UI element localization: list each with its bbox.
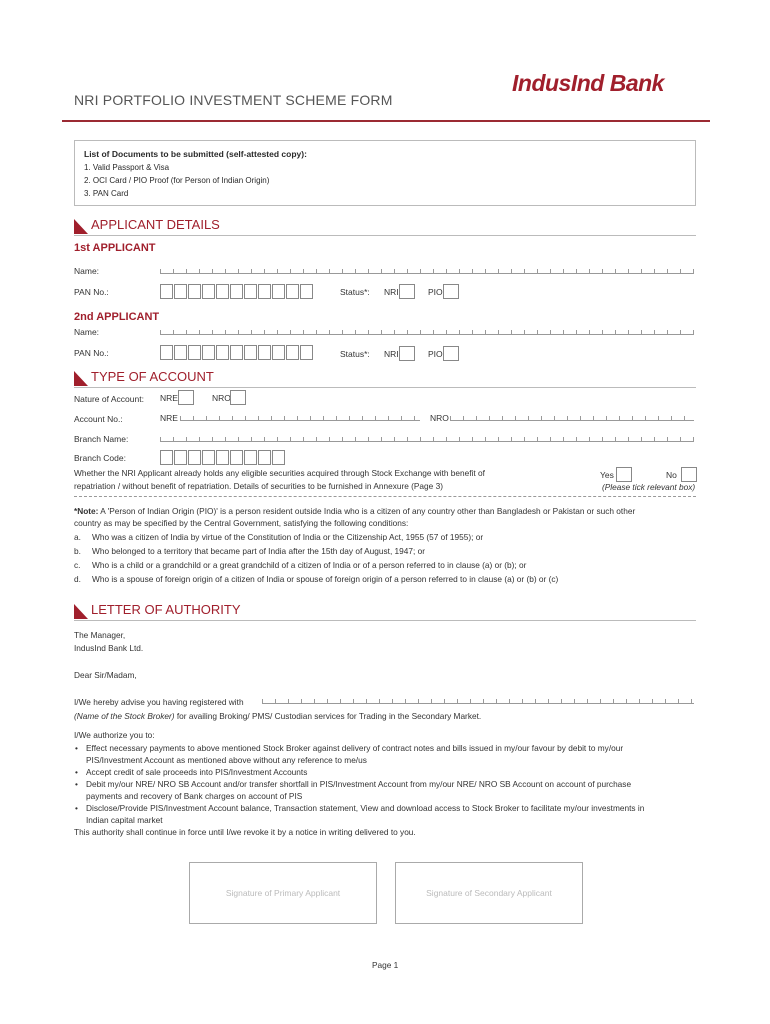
nro-label: NRO [212, 393, 231, 403]
page-number: Page 1 [372, 960, 399, 970]
securities-question-line2: repatriation / without benefit of repatriation. Details of securities to be furnished in Annexure (Page 3) [74, 481, 443, 491]
first-applicant-heading: 1st APPLICANT [74, 242, 156, 254]
name-label: Name: [74, 327, 100, 337]
bank-logo: IndusInd Bank [512, 70, 664, 96]
section-type-of-account [74, 370, 696, 388]
nri-label: NRI [384, 349, 399, 359]
nro-account-number-field[interactable] [450, 411, 694, 421]
section-letter-of-authority [74, 603, 696, 621]
bullet-icon: • [75, 743, 78, 753]
pan-label: PAN No.: [74, 348, 109, 358]
pan-label: PAN No.: [74, 287, 109, 297]
note-text-line2: country as may be specified by the Central Government, satisfying the following conditions: [74, 518, 409, 528]
recipient-line2: IndusInd Bank Ltd. [74, 643, 144, 653]
branch-code-field[interactable] [160, 450, 286, 465]
primary-signature-box[interactable] [189, 862, 377, 924]
broker-note-italic: (Name of the Stock Broker) [74, 711, 175, 721]
note-text: A 'Person of Indian Origin (PIO)' is a person resident outside India who is a citizen of any country other than Bangladesh or Pakistan or such other [98, 506, 636, 516]
documents-box [74, 140, 696, 206]
second-applicant-pan-field[interactable] [160, 345, 314, 360]
nre-label: NRE [160, 413, 178, 423]
note-item-text: Who is a child or a grandchild or a great grandchild of a citizen of India or of a person referred to in clause (a) or (b); or [92, 560, 527, 570]
no-label: No [666, 470, 677, 480]
name-label: Name: [74, 266, 100, 276]
bullet-icon: • [75, 779, 78, 789]
note-item-text: Who belonged to a territory that became part of India after the 15th day of August, 1947; or [92, 546, 426, 556]
securities-yes-checkbox[interactable] [616, 467, 632, 482]
section-title: TYPE OF ACCOUNT [91, 369, 214, 384]
branch-name-field[interactable] [160, 432, 694, 442]
authority-bullet: Accept credit of sale proceeds into PIS/Investment Accounts [86, 767, 308, 777]
note-item-text: Who is a spouse of foreign origin of a citizen of India or spouse of foreign origin of a person referred to in clause (a) or (b) or (c) [92, 574, 559, 584]
nro-label: NRO [430, 413, 449, 423]
branch-name-label: Branch Name: [74, 434, 129, 444]
first-applicant-pio-checkbox[interactable] [443, 284, 459, 299]
document-item: 2. OCI Card / PIO Proof (for Person of Indian Origin) [84, 176, 270, 185]
branch-code-label: Branch Code: [74, 453, 126, 463]
note-label: *Note: [74, 506, 99, 516]
document-item: 3. PAN Card [84, 189, 129, 198]
nri-label: NRI [384, 287, 399, 297]
pio-note [74, 505, 698, 517]
securities-no-checkbox[interactable] [681, 467, 697, 482]
section-marker-icon [74, 219, 88, 234]
authority-bullet-cont: PIS/Investment Account as mentioned above without any reference to me/us [86, 755, 367, 765]
authority-bullet: Debit my/our NRE/ NRO SB Account and/or transfer shortfall in PIS/Investment Account from my/our NRE/ NRO SB Account on account of purchase [86, 779, 632, 789]
document-item: 1. Valid Passport & Visa [84, 163, 170, 172]
first-applicant-pan-field[interactable] [160, 284, 314, 299]
primary-signature-label: Signature of Primary Applicant [225, 888, 341, 898]
second-applicant-pio-checkbox[interactable] [443, 346, 459, 361]
account-no-label: Account No.: [74, 414, 123, 424]
second-applicant-nri-checkbox[interactable] [399, 346, 415, 361]
authority-bullet: Disclose/Provide PIS/Investment Account balance, Transaction statement, View and download access to Stock Broker to facilitate my/our investments in [86, 803, 645, 813]
broker-note [74, 710, 481, 722]
broker-advise-text: I/We hereby advise you having registered with [74, 697, 244, 707]
note-item-key: b. [74, 546, 81, 556]
recipient-line1: The Manager, [74, 630, 126, 640]
header-divider [62, 120, 710, 122]
note-item-key: d. [74, 574, 81, 584]
status-label: Status*: [340, 349, 370, 359]
section-marker-icon [74, 604, 88, 619]
second-applicant-name-field[interactable] [160, 325, 694, 335]
nre-account-number-field[interactable] [180, 411, 420, 421]
secondary-signature-box[interactable] [395, 862, 583, 924]
authority-bullet-cont: Indian capital market [86, 815, 163, 825]
first-applicant-name-field[interactable] [160, 264, 694, 274]
first-applicant-nri-checkbox[interactable] [399, 284, 415, 299]
note-divider [74, 496, 696, 497]
authorize-heading: I/We authorize you to: [74, 730, 155, 740]
note-item-key: a. [74, 532, 81, 542]
secondary-signature-label: Signature of Secondary Applicant [426, 888, 552, 898]
tick-hint: (Please tick relevant box) [602, 482, 696, 492]
nature-of-account-label: Nature of Account: [74, 394, 144, 404]
nre-label: NRE [160, 393, 178, 403]
section-marker-icon [74, 371, 88, 386]
stock-broker-name-field[interactable] [262, 694, 694, 704]
securities-question-line1: Whether the NRI Applicant already holds any eligible securities acquired through Stock Exchange with benefit of [74, 468, 485, 478]
status-label: Status*: [340, 287, 370, 297]
authority-bullet-cont: payments and recovery of Bank charges on account of PIS [86, 791, 303, 801]
section-applicant-details [74, 218, 696, 236]
section-title: LETTER OF AUTHORITY [91, 602, 241, 617]
note-item-text: Who was a citizen of India by virtue of the Constitution of India or the Citizenship Act, 1955 (57 of 1955); or [92, 532, 484, 542]
nature-nro-checkbox[interactable] [230, 390, 246, 405]
form-title: NRI PORTFOLIO INVESTMENT SCHEME FORM [74, 92, 393, 108]
section-title: APPLICANT DETAILS [91, 217, 220, 232]
documents-heading: List of Documents to be submitted (self-attested copy): [84, 149, 307, 159]
bullet-icon: • [75, 767, 78, 777]
bullet-icon: • [75, 803, 78, 813]
pio-label: PIO [428, 349, 443, 359]
second-applicant-heading: 2nd APPLICANT [74, 311, 160, 323]
salutation: Dear Sir/Madam, [74, 670, 137, 680]
note-item-key: c. [74, 560, 81, 570]
broker-note-text: for availing Broking/ PMS/ Custodian services for Trading in the Secondary Market. [174, 711, 482, 721]
pio-label: PIO [428, 287, 443, 297]
closing-text: This authority shall continue in force until I/we revoke it by a notice in writing delivered to you. [74, 827, 416, 837]
yes-label: Yes [600, 470, 614, 480]
nature-nre-checkbox[interactable] [178, 390, 194, 405]
authority-bullet: Effect necessary payments to above mentioned Stock Broker against delivery of contract notes and bills issued in my/our favour by debit to my/our [86, 743, 624, 753]
